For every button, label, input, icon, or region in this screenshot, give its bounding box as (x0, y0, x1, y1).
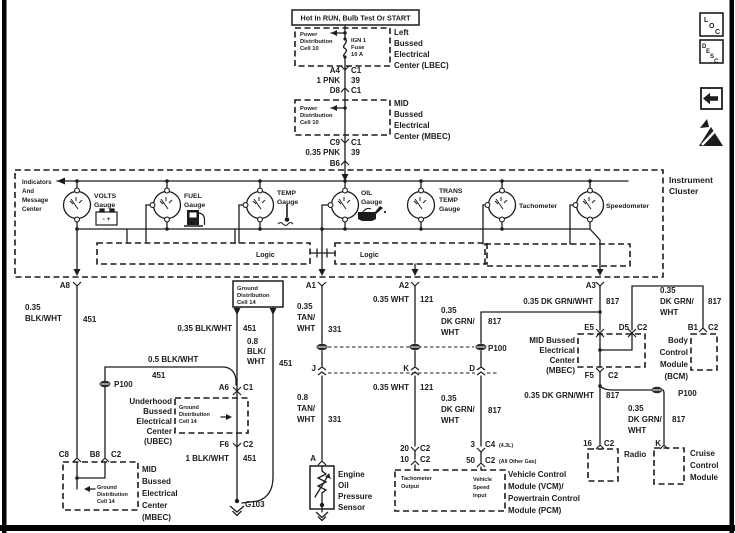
mbec-name-3: Electrical (394, 121, 430, 130)
mbec2-name-1: MID (142, 465, 157, 474)
pin-10: 10 (400, 455, 409, 464)
lbec-cell-3: Cell 10 (300, 46, 319, 52)
pin-c8: C8 (58, 450, 69, 459)
ubec-name-5: (UBEC) (144, 437, 172, 446)
left-frame-bar (2, 0, 7, 533)
conn-c2i: C2 (604, 439, 615, 448)
conn-c4: C4 (485, 440, 496, 449)
desc-letter-e: E (706, 49, 711, 55)
wire-cruise-3: WHT (628, 426, 647, 435)
desc-letter-s: S (710, 54, 715, 60)
circuit-451a: 451 (83, 315, 97, 324)
circuit-817c: 817 (606, 297, 620, 306)
pin-50: 50 (466, 456, 475, 465)
mbec3-name-3: Center (549, 356, 575, 365)
gauge-volts-1: VOLTS (94, 193, 117, 200)
cluster-name-2: Cluster (669, 186, 699, 196)
wire-bcm-3: WHT (660, 308, 679, 317)
wire-05blk: 0.5 BLK/WHT (148, 355, 199, 364)
bcm-name-1: Body (668, 336, 688, 345)
fuel-gauge-dial (154, 188, 181, 222)
wire-a1-6: WHT (297, 415, 316, 424)
conn-c1c: C1 (351, 138, 362, 147)
vcm-vss-3: Input (473, 493, 487, 499)
mbec3-name-4: (MBEC) (546, 366, 575, 375)
bottom-frame-bar (0, 525, 735, 531)
sensor-name-3: Pressure (338, 492, 373, 501)
circuit-817e: 817 (606, 391, 620, 400)
wire-d-6: WHT (441, 416, 460, 425)
cluster-msg-3: Message (22, 197, 49, 204)
grommet-p100-left (100, 381, 111, 387)
gauge-trans-2: TEMP (439, 197, 458, 204)
gauge-fuel-1: FUEL (184, 193, 202, 200)
wire-a1-1: 0.35 (297, 302, 313, 311)
pin-b1: B1 (687, 323, 698, 332)
pin-e5: E5 (584, 323, 594, 332)
ubec-name-4: Center (146, 427, 172, 436)
grommet-p100-right (652, 387, 663, 393)
wire-a8-1: 0.35 (25, 303, 41, 312)
sensor-name-1: Engine (338, 470, 365, 479)
wire-a1-4: 0.8 (297, 393, 309, 402)
wire-d-3: WHT (441, 328, 460, 337)
gdc-box-1: Ground (237, 286, 258, 292)
circuit-331b: 331 (328, 415, 342, 424)
gauge-trans-1: TRANS (439, 188, 463, 195)
cluster-msg-4: Center (22, 206, 42, 213)
wire-a2-1: 0.35 WHT (372, 295, 409, 304)
bcm-box (691, 334, 717, 370)
vcm-name-1: Vehicle Control (508, 470, 567, 479)
conn-c2c: C2 (420, 444, 431, 453)
pin-a2: A2 (398, 281, 409, 290)
gauge-speedo: Speedometer (606, 203, 650, 210)
labels-layer (22, 17, 722, 522)
trans-temp-gauge-dial (408, 188, 435, 222)
pin-3: 3 (470, 440, 475, 449)
wire-a1-5: TAN/ (297, 404, 316, 413)
pin-16: 16 (583, 439, 592, 448)
pin-f6: F6 (219, 440, 229, 449)
conn-c1d: C1 (243, 383, 254, 392)
cluster-name-1: Instrument (669, 175, 713, 185)
pin-a8: A8 (59, 281, 70, 290)
pin-20: 20 (400, 444, 409, 453)
circuit-817d: 817 (708, 297, 722, 306)
cruise-name-1: Cruise (690, 449, 715, 458)
pin-a4: A4 (329, 66, 340, 75)
bcm-name-3: Module (660, 360, 688, 369)
note-othergas: (All Other Gas) (499, 459, 537, 465)
thermometer-icon (278, 204, 293, 226)
wire-bcm-2: DK GRN/ (660, 297, 694, 306)
mbec2-name-5: (MBEC) (142, 513, 171, 522)
vcm-tacho-2: Output (401, 484, 420, 490)
cruise-name-3: Module (690, 473, 718, 482)
wire-035pnk: 0.35 PNK (305, 148, 340, 157)
pin-a: A (310, 454, 316, 463)
wire-035blk: 0.35 BLK/WHT (177, 324, 232, 333)
logic-box-1 (97, 243, 310, 264)
circuit-451e: 451 (243, 454, 257, 463)
esd-warning-icon (699, 119, 723, 146)
circuit-817f: 817 (672, 415, 686, 424)
mbec2-cell-1: Ground (97, 485, 117, 491)
lbec-name-4: Center (LBEC) (394, 61, 449, 70)
circuit-121a: 121 (420, 295, 434, 304)
fuse-name-2: Fuse (351, 45, 365, 51)
wire-08blk-1: 0.8 (247, 337, 259, 346)
battery-polarity: - + (102, 216, 111, 223)
pin-a3: A3 (585, 281, 596, 290)
cluster-msg-2: And (22, 188, 35, 195)
conn-c2a: C2 (243, 440, 254, 449)
wire-1blk: 1 BLK/WHT (185, 454, 229, 463)
wire-a3-1: 0.35 DK GRN/WHT (523, 297, 593, 306)
gauge-oil-2: Gauge (361, 199, 383, 206)
grommet-p100-mid-3 (476, 344, 487, 350)
note-43l: (4.3L) (499, 443, 514, 449)
conn-c1b: C1 (351, 86, 362, 95)
wire-bcm-1: 0.35 (660, 286, 676, 295)
loc-letter-l: L (704, 17, 709, 24)
circuit-451c: 451 (279, 359, 293, 368)
conn-c2g: C2 (708, 323, 719, 332)
circuit-451d: 451 (152, 371, 166, 380)
wire-a8-2: BLK/WHT (25, 314, 62, 323)
gauge-temp-1: TEMP (277, 190, 296, 197)
conn-c2d: C2 (420, 455, 431, 464)
wire-a1-2: TAN/ (297, 313, 316, 322)
ubec-cell-2: Distribution (179, 412, 210, 418)
circuit-451b: 451 (243, 324, 257, 333)
mbec-cell-1: Power (300, 106, 318, 112)
circuit-121b: 121 (420, 383, 434, 392)
vcm-name-2: Module (VCM)/ (508, 482, 564, 491)
loc-letter-o: O (709, 23, 715, 30)
fuel-pump-icon (184, 210, 205, 226)
cruise-box (654, 448, 684, 484)
vcm-name-3: Powertrain Control (508, 494, 581, 503)
mbec-name-1: MID (394, 99, 409, 108)
logic-box-3 (485, 244, 630, 266)
hot-in-run-note: Hot In RUN, Bulb Test Or START (300, 13, 411, 23)
grommet-p100-a: P100 (114, 380, 133, 389)
gdc-box-2: Distribution (237, 293, 270, 299)
wire-a2-2: 0.35 WHT (372, 383, 409, 392)
grommet-p100-mid-1 (317, 344, 328, 350)
oil-can-icon (358, 206, 386, 221)
ubec-name-1: Underhood (129, 397, 172, 406)
ground-g103: G103 (245, 500, 265, 509)
bcm-name-2: Control (659, 348, 688, 357)
ubec-cell-3: Cell 14 (179, 419, 197, 425)
pin-a1: A1 (305, 281, 316, 290)
conn-c1: C1 (351, 66, 362, 75)
conn-c2h: C2 (608, 371, 619, 380)
gauge-tach: Tachometer (519, 203, 558, 210)
mbec-cell-3: Cell 10 (300, 120, 319, 126)
conn-c2f: C2 (637, 323, 648, 332)
wire-d-4: 0.35 (441, 394, 457, 403)
pin-k: K (403, 364, 409, 373)
grommet-p100-mid-2 (410, 344, 421, 350)
fuse-name-3: 10 A (351, 52, 364, 58)
wire-08blk-3: WHT (247, 357, 266, 366)
wire-f5: 0.35 DK GRN/WHT (524, 391, 594, 400)
gauge-fuel-2: Gauge (184, 202, 206, 209)
radio-box (588, 449, 618, 481)
circuit-331a: 331 (328, 325, 342, 334)
wire-cruise-1: 0.35 (628, 404, 644, 413)
conn-c2e: C2 (485, 456, 496, 465)
sensor-name-2: Oil (338, 481, 349, 490)
wire-a1-3: WHT (297, 324, 316, 333)
lbec-cell-2: Distribution (300, 39, 333, 45)
mbec2-cell-2: Distribution (97, 492, 128, 498)
pin-d5: D5 (618, 323, 629, 332)
desc-letter-d: D (702, 44, 707, 50)
cruise-name-2: Control (690, 461, 719, 470)
pin-j: J (311, 364, 316, 373)
gauge-trans-3: Gauge (439, 206, 461, 213)
wire-d-5: DK GRN/ (441, 405, 475, 414)
gauge-temp-2: Gauge (277, 199, 299, 206)
wire-d-1: 0.35 (441, 306, 457, 315)
circuit-817b: 817 (488, 406, 502, 415)
conn-c2b: C2 (111, 450, 122, 459)
pin-d8: D8 (329, 86, 340, 95)
pin-k2: K (655, 439, 661, 448)
mbec-name-2: Bussed (394, 110, 423, 119)
oil-gauge-dial (332, 188, 359, 222)
wire-08blk-2: BLK/ (247, 347, 266, 356)
wire-1pnk: 1 PNK (316, 76, 340, 85)
grommet-p100-b: P100 (488, 344, 507, 353)
lbec-name-2: Bussed (394, 39, 423, 48)
right-frame-bar (730, 0, 735, 533)
pin-d: D (469, 364, 475, 373)
mbec-cell-2: Distribution (300, 113, 333, 119)
fuse-name-1: IGN 1 (351, 38, 367, 44)
speedometer-dial (577, 188, 604, 222)
pin-c9: C9 (329, 138, 340, 147)
sensor-name-4: Sensor (338, 503, 366, 512)
logic-box-2 (335, 243, 487, 264)
circuit-817a: 817 (488, 317, 502, 326)
lbec-name-1: Left (394, 28, 409, 37)
ubec-name-2: Bussed (143, 407, 172, 416)
mbec2-cell-3: Cell 14 (97, 499, 115, 505)
radio-name: Radio (624, 450, 647, 459)
mbec-name-4: Center (MBEC) (394, 132, 451, 141)
temp-gauge-dial (247, 188, 274, 222)
instrument-cluster-box (15, 170, 663, 277)
wire-d-2: DK GRN/ (441, 317, 475, 326)
pin-b6: B6 (329, 159, 340, 168)
mbec2-name-2: Bussed (142, 477, 171, 486)
vcm-vss-1: Vehicle (473, 477, 492, 483)
gdc-box-3: Cell 14 (237, 300, 256, 306)
mbec2-name-3: Electrical (142, 489, 178, 498)
gauge-oil-1: OIL (361, 190, 373, 197)
bcm-name-4: (BCM) (664, 372, 688, 381)
vcm-tacho-1: Tachometer (401, 476, 432, 482)
mbec3-name-1: MID Bussed (529, 336, 575, 345)
circuit-39b: 39 (351, 148, 360, 157)
logic-2: Logic (360, 252, 379, 259)
lbec-name-3: Electrical (394, 50, 430, 59)
pin-f5: F5 (584, 371, 594, 380)
grommet-p100-c: P100 (678, 389, 697, 398)
volts-gauge-dial (64, 188, 91, 222)
tachometer-dial (489, 188, 516, 222)
wire-cruise-2: DK GRN/ (628, 415, 662, 424)
desc-letter-c: C (714, 59, 719, 65)
back-button[interactable] (701, 88, 722, 109)
logic-1: Logic (256, 252, 275, 259)
mbec2-name-4: Center (142, 501, 168, 510)
mbec3-name-2: Electrical (539, 346, 575, 355)
pin-a6: A6 (218, 383, 229, 392)
pin-b8: B8 (89, 450, 100, 459)
gauge-volts-2: Gauge (94, 202, 116, 209)
ubec-cell-1: Ground (179, 405, 199, 411)
vcm-name-4: Module (PCM) (508, 506, 562, 515)
ubec-name-3: Electrical (136, 417, 172, 426)
circuit-39: 39 (351, 76, 360, 85)
loc-letter-c: C (715, 29, 721, 36)
lbec-cell-1: Power (300, 32, 318, 38)
cluster-msg-1: Indicators (22, 179, 52, 186)
vcm-vss-2: Speed (473, 485, 490, 491)
